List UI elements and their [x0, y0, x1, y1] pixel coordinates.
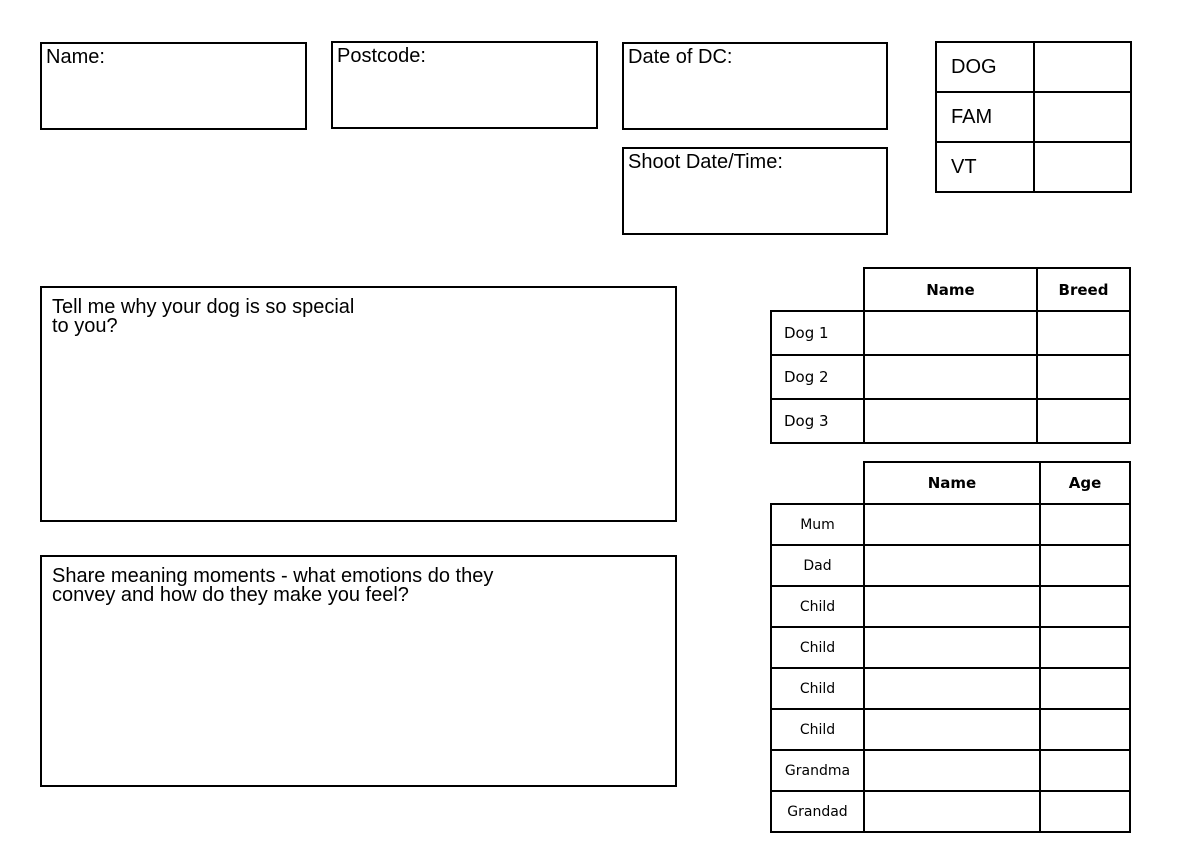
- table-row: [771, 586, 1130, 627]
- family-age-cell[interactable]: [1040, 545, 1130, 586]
- special-question-box[interactable]: [40, 286, 677, 522]
- family-age-cell[interactable]: [1040, 627, 1130, 668]
- dog-row-label: Dog 1: [771, 311, 864, 355]
- family-name-cell[interactable]: [864, 750, 1040, 791]
- family-name-cell[interactable]: [864, 627, 1040, 668]
- family-row-label: Child: [771, 668, 864, 709]
- family-row-label: Grandma: [771, 750, 864, 791]
- family-age-cell[interactable]: [1040, 750, 1130, 791]
- family-name-cell[interactable]: [864, 545, 1040, 586]
- family-row-label: Grandad: [771, 791, 864, 832]
- table-row: [771, 504, 1130, 545]
- dog-name-cell[interactable]: [864, 311, 1037, 355]
- corner-cell: [771, 268, 864, 311]
- name-field[interactable]: [40, 42, 307, 130]
- family-header-row: [771, 462, 1130, 504]
- dog-breed-cell[interactable]: [1037, 355, 1130, 399]
- type-label: FAM: [936, 92, 1034, 142]
- family-age-cell[interactable]: [1040, 709, 1130, 750]
- family-row-label: Dad: [771, 545, 864, 586]
- shoot-date-time-field[interactable]: [622, 147, 888, 235]
- table-row: [771, 627, 1130, 668]
- table-row: [771, 709, 1130, 750]
- name-label: Name:: [46, 46, 105, 68]
- type-value-cell[interactable]: [1034, 92, 1131, 142]
- shoot-date-time-label: Shoot Date/Time:: [628, 151, 783, 173]
- family-table: [770, 461, 1131, 833]
- dogs-header-breed: Breed: [1037, 268, 1130, 311]
- family-name-cell[interactable]: [864, 586, 1040, 627]
- family-row-label: Child: [771, 709, 864, 750]
- family-age-cell[interactable]: [1040, 586, 1130, 627]
- family-age-cell[interactable]: [1040, 504, 1130, 545]
- table-row: [771, 311, 1130, 355]
- dog-name-cell[interactable]: [864, 399, 1037, 443]
- family-row-label: Child: [771, 586, 864, 627]
- family-age-cell[interactable]: [1040, 791, 1130, 832]
- dog-row-label: Dog 3: [771, 399, 864, 443]
- dog-breed-cell[interactable]: [1037, 311, 1130, 355]
- moments-question-label: Share meaning moments - what emotions do they convey and how do they make you feel?: [52, 565, 494, 606]
- type-label: DOG: [936, 42, 1034, 92]
- dog-name-cell[interactable]: [864, 355, 1037, 399]
- table-row: [771, 668, 1130, 709]
- type-label: VT: [936, 142, 1034, 192]
- table-row: [771, 545, 1130, 586]
- type-row-fam: [936, 92, 1131, 142]
- table-row: [771, 355, 1130, 399]
- family-name-cell[interactable]: [864, 504, 1040, 545]
- family-row-label: Mum: [771, 504, 864, 545]
- moments-question-box[interactable]: [40, 555, 677, 787]
- postcode-field[interactable]: [331, 41, 598, 129]
- table-row: [771, 399, 1130, 443]
- dogs-header-row: [771, 268, 1130, 311]
- family-name-cell[interactable]: [864, 668, 1040, 709]
- type-value-cell[interactable]: [1034, 142, 1131, 192]
- type-row-dog: [936, 42, 1131, 92]
- family-name-cell[interactable]: [864, 709, 1040, 750]
- postcode-label: Postcode:: [337, 45, 426, 67]
- dogs-table: [770, 267, 1131, 444]
- date-of-dc-label: Date of DC:: [628, 46, 733, 68]
- family-age-cell[interactable]: [1040, 668, 1130, 709]
- dogs-header-name: Name: [864, 268, 1037, 311]
- type-row-vt: [936, 142, 1131, 192]
- table-row: [771, 791, 1130, 832]
- session-type-table: [935, 41, 1132, 193]
- dog-breed-cell[interactable]: [1037, 399, 1130, 443]
- special-question-label: Tell me why your dog is so special to you?: [52, 296, 355, 337]
- table-row: [771, 750, 1130, 791]
- corner-cell: [771, 462, 864, 504]
- family-row-label: Child: [771, 627, 864, 668]
- date-of-dc-field[interactable]: [622, 42, 888, 130]
- type-value-cell[interactable]: [1034, 42, 1131, 92]
- family-header-age: Age: [1040, 462, 1130, 504]
- family-header-name: Name: [864, 462, 1040, 504]
- family-name-cell[interactable]: [864, 791, 1040, 832]
- dog-row-label: Dog 2: [771, 355, 864, 399]
